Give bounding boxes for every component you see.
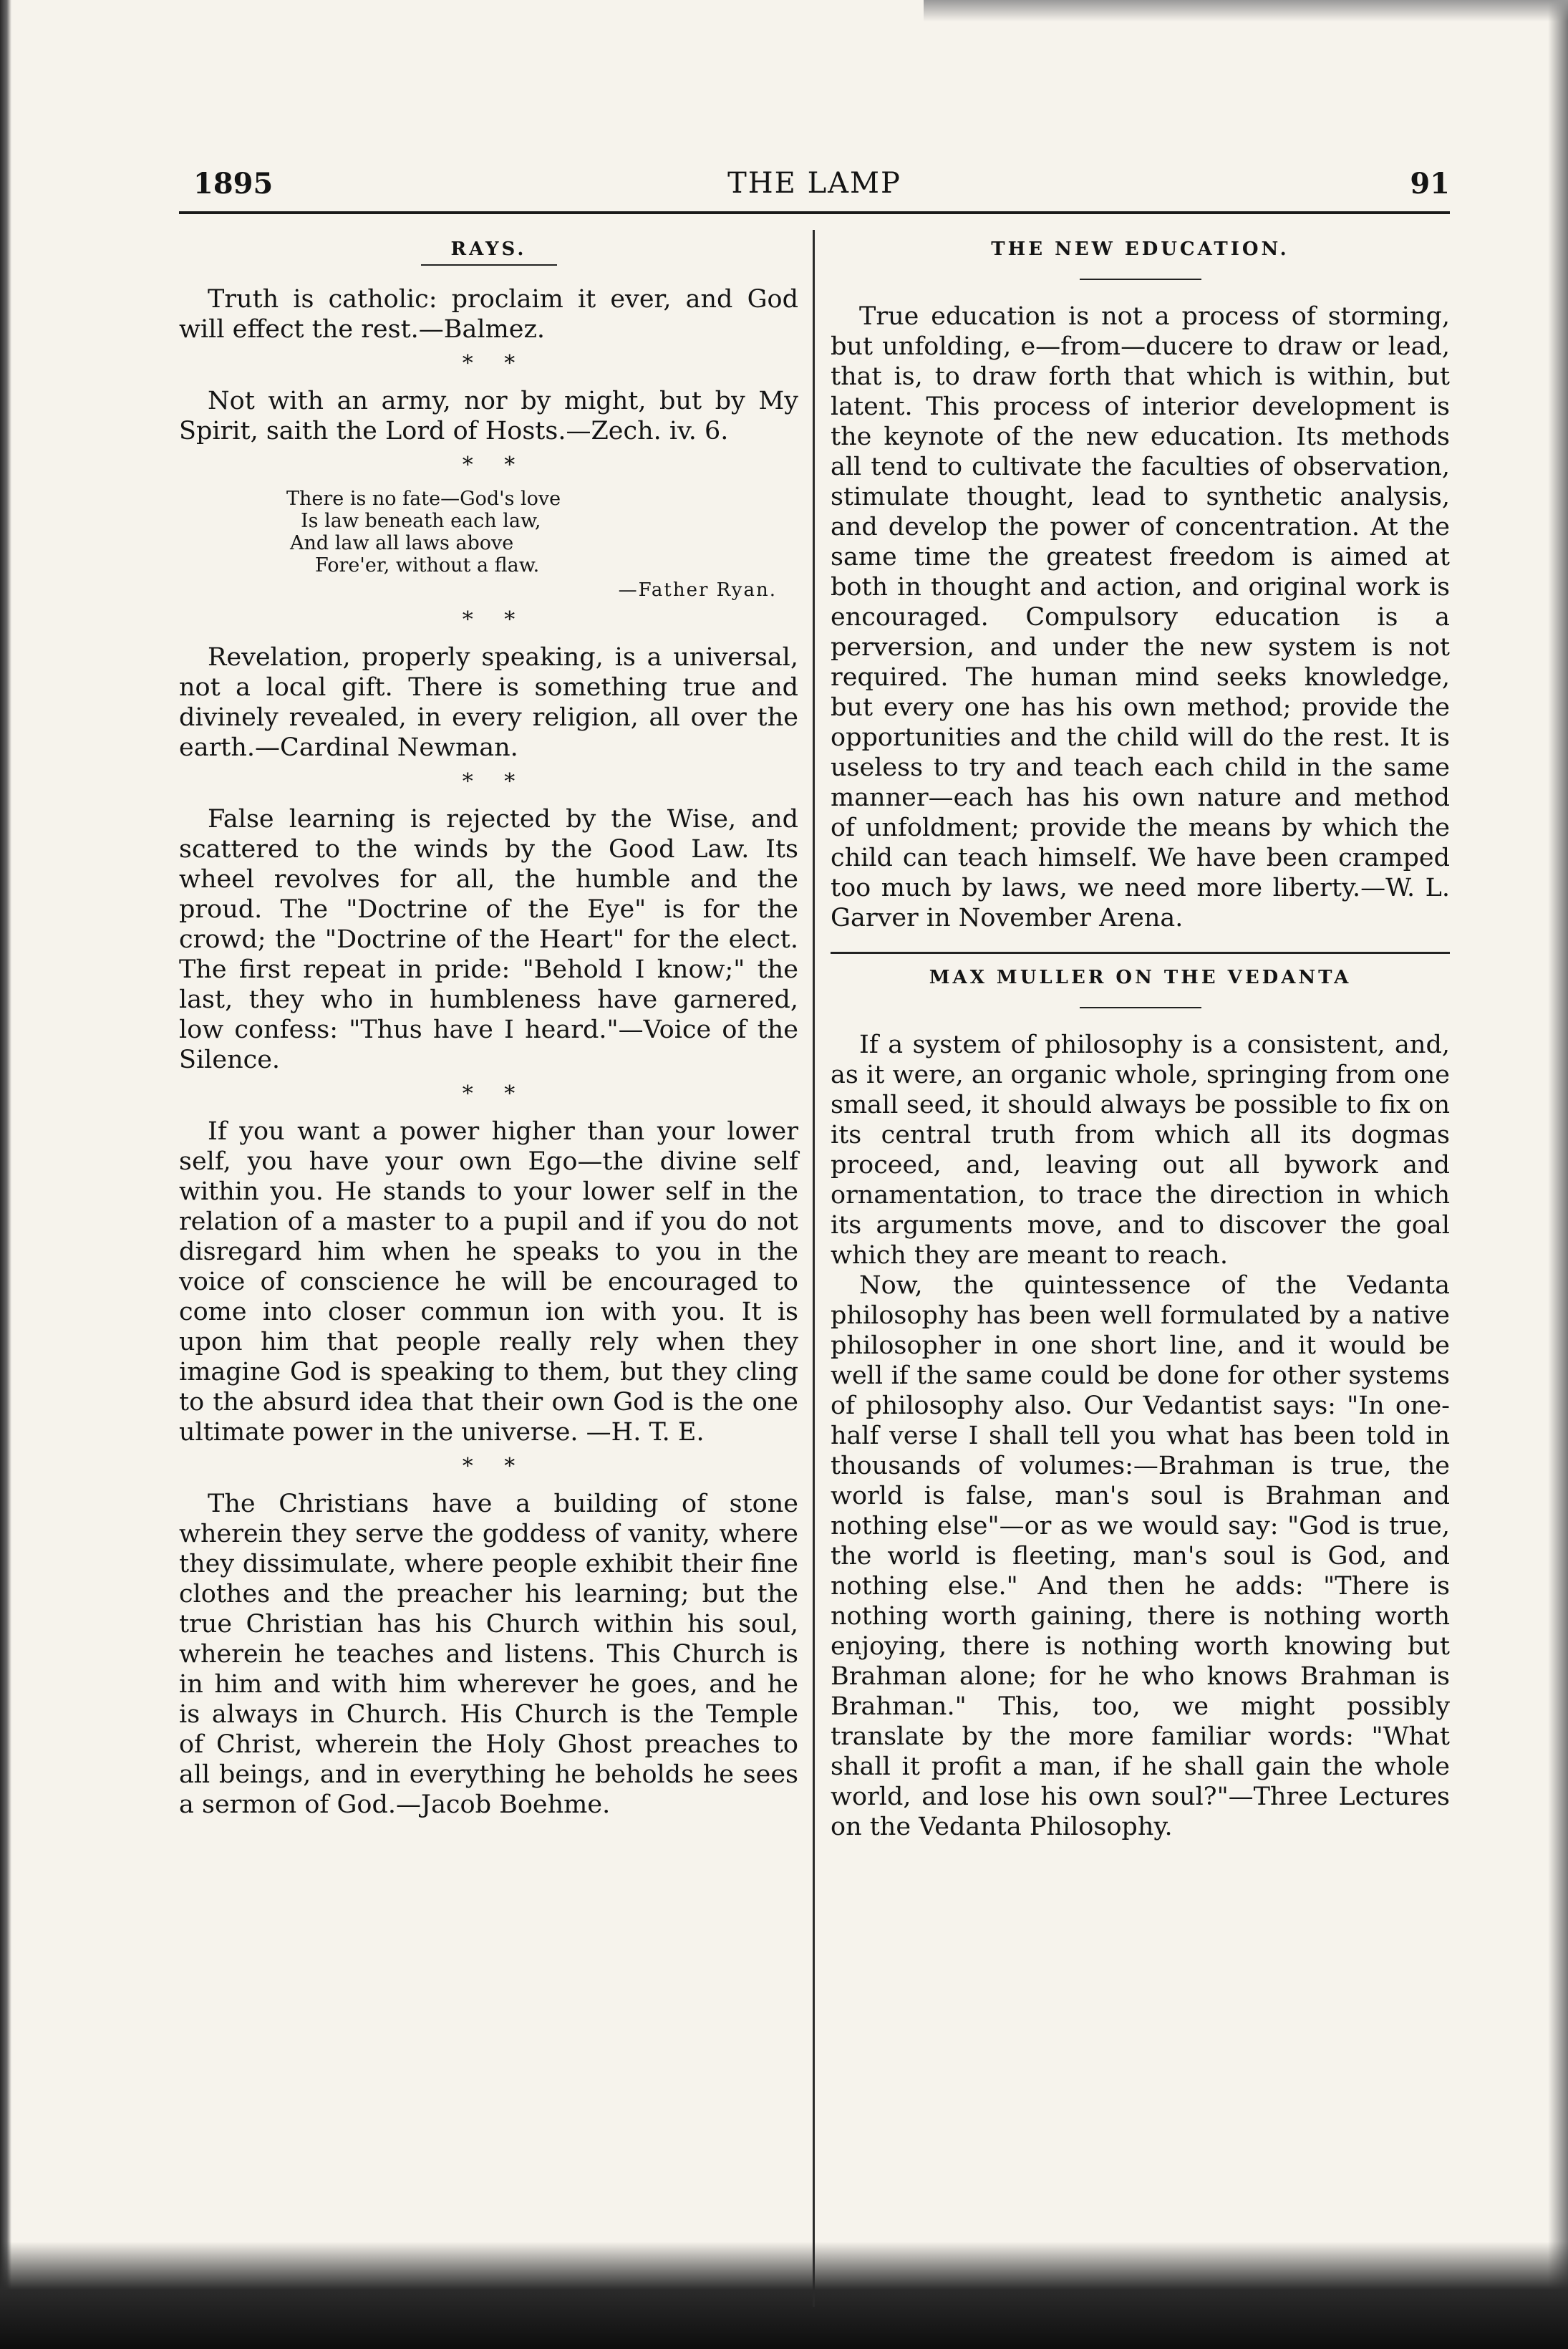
scan-edge-right (1548, 0, 1568, 2349)
separator-stars: * * (462, 1454, 516, 1479)
column-divider (813, 230, 815, 2307)
ray-item: Truth is catholic: proclaim it ever, and God will effect the rest.—Balmez. (179, 285, 798, 344)
verse-line: And law all laws above (290, 532, 514, 554)
right-column (831, 230, 1450, 1842)
running-head (179, 161, 1450, 204)
scan-edge-bottom (0, 2242, 1568, 2349)
verse (286, 488, 798, 577)
section-title-rays: RAYS. (450, 238, 527, 260)
separator-stars: * * (462, 351, 516, 376)
section-title-new-education: THE NEW EDUCATION. (991, 238, 1289, 260)
left-column (179, 230, 798, 1820)
title-rule (1080, 1007, 1201, 1008)
separator-stars: * * (462, 1081, 516, 1106)
section-title-max-muller: MAX MULLER ON THE VEDANTA (929, 967, 1352, 988)
ray-item: If you want a power higher than your lower self, you have your own Ego—the divine self within you. He stands to your lower self in the relation of a master to a pupil and if you do not disregard him when he speaks to you in the voice of conscience he will be encouraged to come into closer commun ion with you. It is upon him that people really rely when they imagine God is speaking to them, but they cling to the absurd idea that their own God is the one ultimate power in the universe. —H. T. E. (179, 1117, 798, 1447)
ray-item: Revelation, properly speaking, is a universal, not a local gift. There is something true and divinely revealed, in every religion, all over the earth.—Cardinal Newman. (179, 643, 798, 762)
scan-edge-top (924, 0, 1568, 21)
article-paragraph: If a system of philosophy is a consistent, and, as it were, an organic whole, springing from one small seed, it should always be possible to fix on its central truth from which all its dogmas proceed, and, leaving out all bywork and ornamentation, to trace the direction in which its arguments move, and to discover the goal which they are meant to reach. (831, 1031, 1450, 1270)
header-title: THE LAMP (727, 167, 901, 200)
ray-item: False learning is rejected by the Wise, and scattered to the winds by the Good Law. Its wheel revolves for all, the humble and the proud. The "Doctrine of the Eye" is for the crowd; the "Doctrine of the Heart" for the elect. The first repeat in pride: "Behold I know;" the last, they who in humbleness have garnered, low confess: "Thus have I heard."—Voice of the Silence. (179, 805, 798, 1074)
separator-stars: * * (462, 453, 516, 478)
verse-line: Fore'er, without a flaw. (315, 554, 540, 577)
article-paragraph: True education is not a process of storming, but unfolding, e—from—ducere to draw or lead, that is, to draw forth that which is within, but latent. This process of interior development is the keynote of the new education. Its methods all tend to cultivate the faculties of observation, stimulate thought, lead to synthetic analysis, and develop the power of concentration. At the same time the greatest freedom is aimed at both in thought and action, and original work is encouraged. Compulsory education is a perversion, and under the new system is not required. The human mind seeks knowledge, but every one has his own method; provide the opportunities and the child will do the rest. It is useless to try and teach each child in the same manner—each has his own nature and method of unfoldment; provide the means by which the child can teach himself. We have been cramped too much by laws, we need more liberty.—W. L. Garver in November Arena. (831, 302, 1450, 932)
verse-line: Is law beneath each law, (301, 510, 541, 532)
header-page-number: 91 (1410, 167, 1450, 201)
title-rule (421, 264, 557, 266)
verse-attribution: —Father Ryan. (618, 579, 777, 601)
header-rule (179, 211, 1450, 214)
title-rule (1080, 279, 1201, 280)
scan-edge-left (0, 0, 11, 2349)
article-paragraph: Now, the quintessence of the Vedanta philosophy has been well formulated by a native philosopher in one short line, and it would be well if the same could be done for other systems of philosophy also. Our Vedantist says: "In one-half verse I shall tell you what has been told in thousands of volumes:—Brahman is true, the world is false, man's soul is Brahman and nothing else"—or as we would say: "God is true, the world is fleeting, man's soul is God, and nothing else." And then he adds: "There is nothing worth gaining, there is nothing worth enjoying, there is nothing worth knowing but Brahman alone; for he who knows Brahman is Brahman." This, too, we might possibly translate by the more familiar words: "What shall it profit a man, if he shall gain the whole world, and lose his own soul?"—Three Lectures on the Vedanta Philosophy. (831, 1271, 1450, 1841)
verse-line: There is no fate—God's love (286, 488, 561, 510)
ray-item: Not with an army, nor by might, but by My Spirit, saith the Lord of Hosts.—Zech. iv. 6. (179, 387, 798, 445)
separator-stars: * * (462, 607, 516, 632)
page (179, 161, 1450, 1841)
ray-item: The Christians have a building of stone wherein they serve the goddess of vanity, where they dissimulate, where people exhibit their fine clothes and the preacher his learning; but the true Christian has his Church within his soul, wherein he teaches and listens. This Church is in him and with him wherever he goes, and he is always in Church. His Church is the Temple of Christ, wherein the Holy Ghost preaches to all beings, and in everything he beholds he sees a sermon of God.—Jacob Boehme. (179, 1490, 798, 1819)
header-year: 1895 (193, 167, 274, 201)
section-rule (831, 952, 1450, 954)
separator-stars: * * (462, 769, 516, 794)
